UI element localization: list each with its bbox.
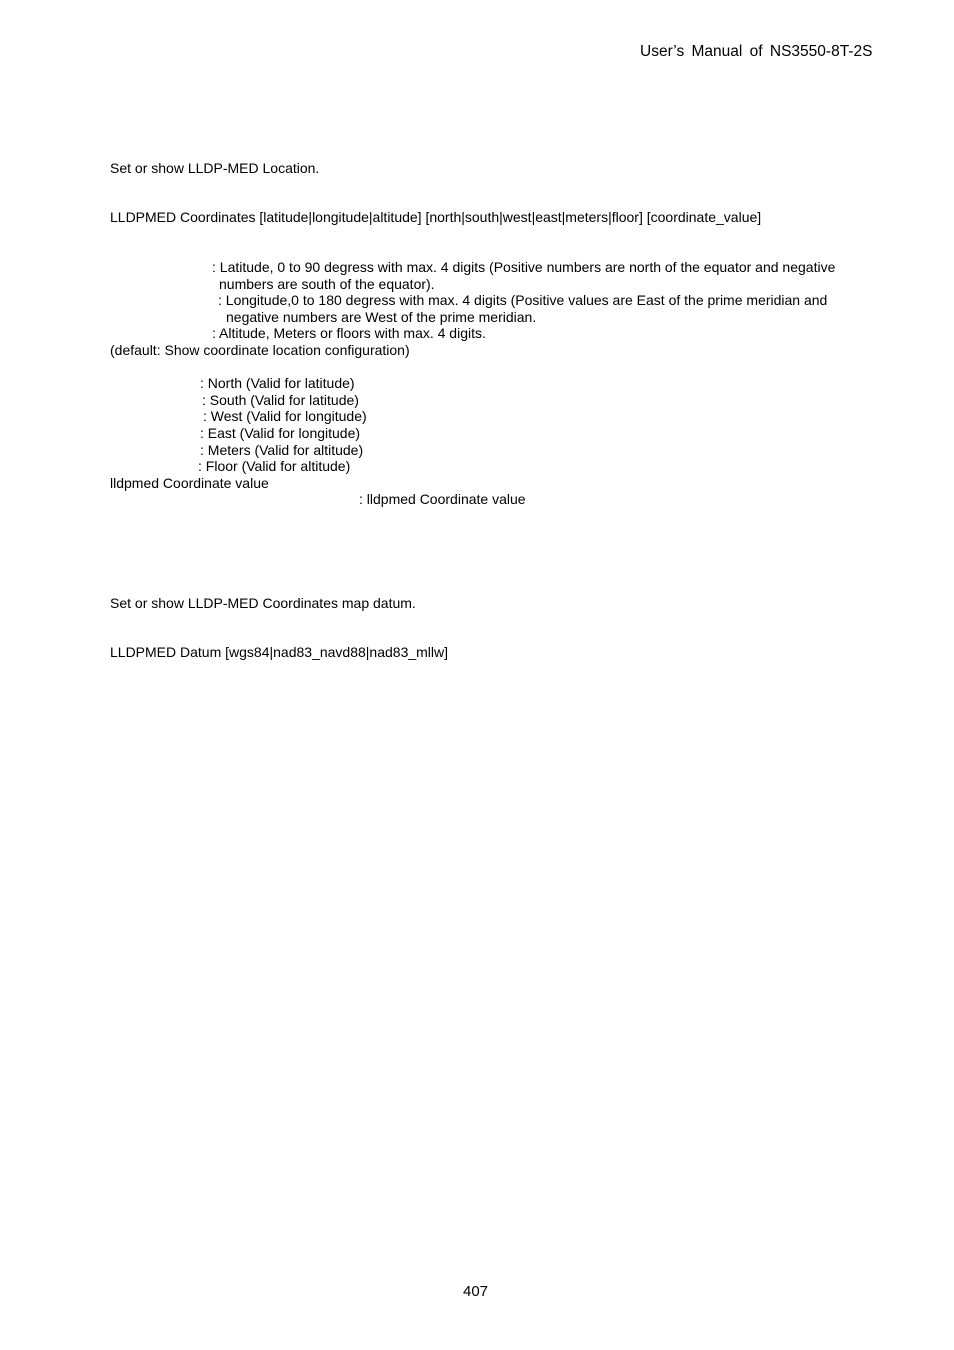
param-floor: : Floor (Valid for altitude)	[198, 458, 351, 474]
page-header-title: User’s Manual of NS3550-8T-2S	[640, 43, 873, 60]
location-syntax: LLDPMED Coordinates [latitude|longitude|altitude] [north|south|west|east|meters|floor] [coordinate_value]	[110, 209, 762, 225]
param-coordinate-value-label: lldpmed Coordinate value	[110, 475, 269, 491]
param-latitude-line2: numbers are south of the equator).	[219, 276, 435, 292]
datum-description: Set or show LLDP-MED Coordinates map datum.	[110, 595, 416, 611]
param-north: : North (Valid for latitude)	[200, 375, 355, 391]
param-altitude: : Altitude, Meters or floors with max. 4 digits.	[212, 325, 486, 341]
param-longitude-line1: : Longitude,0 to 180 degress with max. 4 digits (Positive values are East of the prime meridian and	[218, 292, 828, 308]
location-description: Set or show LLDP-MED Location.	[110, 160, 320, 176]
param-longitude-line2: negative numbers are West of the prime meridian.	[226, 309, 537, 325]
param-south: : South (Valid for latitude)	[202, 392, 359, 408]
param-default: (default: Show coordinate location configuration)	[110, 342, 410, 358]
param-east: : East (Valid for longitude)	[200, 425, 361, 441]
page-number: 407	[463, 1283, 489, 1300]
datum-syntax: LLDPMED Datum [wgs84|nad83_navd88|nad83_mllw]	[110, 644, 449, 660]
param-latitude-line1: : Latitude, 0 to 90 degress with max. 4 digits (Positive numbers are north of the equator and negative	[212, 259, 836, 275]
param-west: : West (Valid for longitude)	[203, 408, 367, 424]
param-coordinate-value-desc: : lldpmed Coordinate value	[359, 491, 526, 507]
param-meters: : Meters (Valid for altitude)	[200, 442, 364, 458]
